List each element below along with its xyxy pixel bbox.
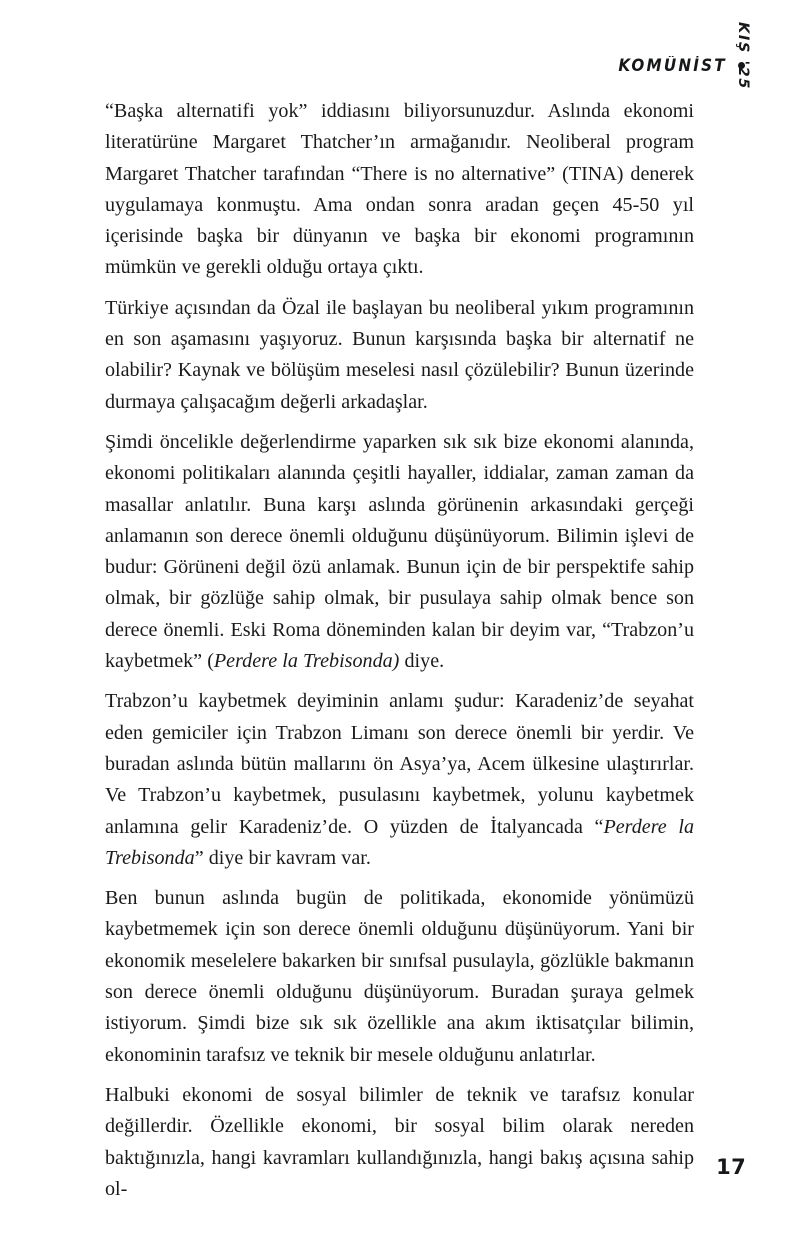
- text-run: ” diye bir kavram var.: [194, 846, 371, 869]
- text-run: Trabzon’u kaybetmek deyiminin anlamı şudur: Karadeniz’de seyahat eden gemiciler için Trabzon Limanı son derece önemli bir yerdir. Ve buradan aslında bütün mallarını ön Asya’ya, Acem ülkesine ulaştırırlar. Ve Trabzon’u kaybetmek, pusulasını kaybetmek, yolunu kaybetmek anlamına gelir Karadeniz’de. O yüzden de İtalyancada “: [105, 690, 694, 838]
- italic-phrase: Perdere la Trebisonda): [213, 650, 400, 673]
- body-paragraph: [105, 96, 694, 284]
- text-run: Şimdi öncelikle değerlendirme yaparken sık sık bize ekonomi alanında, ekonomi politikaları alanında çeşitli hayaller, iddialar, zaman zaman da masallar anlatılır. Buna karşı aslında görünenin arkasındaki gerçeği anlamanın son derece önemli olduğunu düşünüyorum. Bilimin işlevi de budur: Görüneni değil özü anlamak. Bunun için de bir perspektife sahip olmak, bir gözlüğe sahip olmak, bir pusulaya sahip olmak bence son derece önemli. Eski Roma döneminden kalan bir deyim var, “Trabzon’u kaybetmek” (: [105, 430, 694, 673]
- text-run: Halbuki ekonomi de sosyal bilimler de teknik ve tarafsız konular değillerdir. Özellikle ekonomi, bir sosyal bilim olarak nereden baktığınızla, hangi kavramları kullandığınızla, hangi bakış açısına sahip ol-: [105, 1083, 694, 1200]
- body-paragraph: [105, 427, 694, 677]
- text-run: Türkiye açısından da Özal ile başlayan bu neoliberal yıkım programının en son aşamasını yaşıyoruz. Bunun karşısında başka bir alternatif ne olabilir? Kaynak ve bölüşüm meselesi nasıl çözülebilir? Bunun üzerinde durmaya çalışacağım değerli arkadaşlar.: [105, 296, 694, 413]
- body-paragraph: [105, 1080, 694, 1205]
- running-head: [609, 56, 745, 75]
- text-run: “Başka alternatifi yok” iddiasını biliyorsunuzdur. Aslında ekonomi literatürüne Margaret Thatcher’ın armağanıdır. Neoliberal program Margaret Thatcher tarafından “There is no alternative” (TINA) denerek uygulamaya konmuştu. Ama ondan sonra aradan geçen 45-50 yıl içerisinde başka bir dünyanın ve başka bir ekonomi programının mümkün ve gerekli olduğu ortaya çıktı.: [105, 100, 694, 279]
- text-run: Ben bunun aslında bugün de politikada, ekonomide yönümüzü kaybetmemek için son derece önemli olduğunu düşünüyorum. Yani bir ekonomik meselelere bakarken bir sınıfsal pusulayla, gözlükle bakmanın son derece önemli olduğunu düşünüyorum. Buradan şuraya gelmek istiyorum. Şimdi bize sık sık özellikle ana akım iktisatçılar bilimin, ekonominin tarafsız ve teknik bir mesele olduğunu anlatırlar.: [105, 887, 694, 1066]
- body-paragraph: [105, 883, 694, 1071]
- text-run: diye.: [399, 650, 445, 673]
- running-head-title: KOMÜNİST: [618, 56, 727, 75]
- page-number: 17: [716, 1155, 746, 1179]
- italic-phrase: Perdere la Trebisonda: [105, 815, 695, 869]
- running-head-issue: KIŞ '25: [735, 22, 751, 90]
- body-text-block: [105, 96, 694, 1205]
- body-paragraph: [105, 686, 694, 874]
- body-paragraph: [105, 293, 694, 418]
